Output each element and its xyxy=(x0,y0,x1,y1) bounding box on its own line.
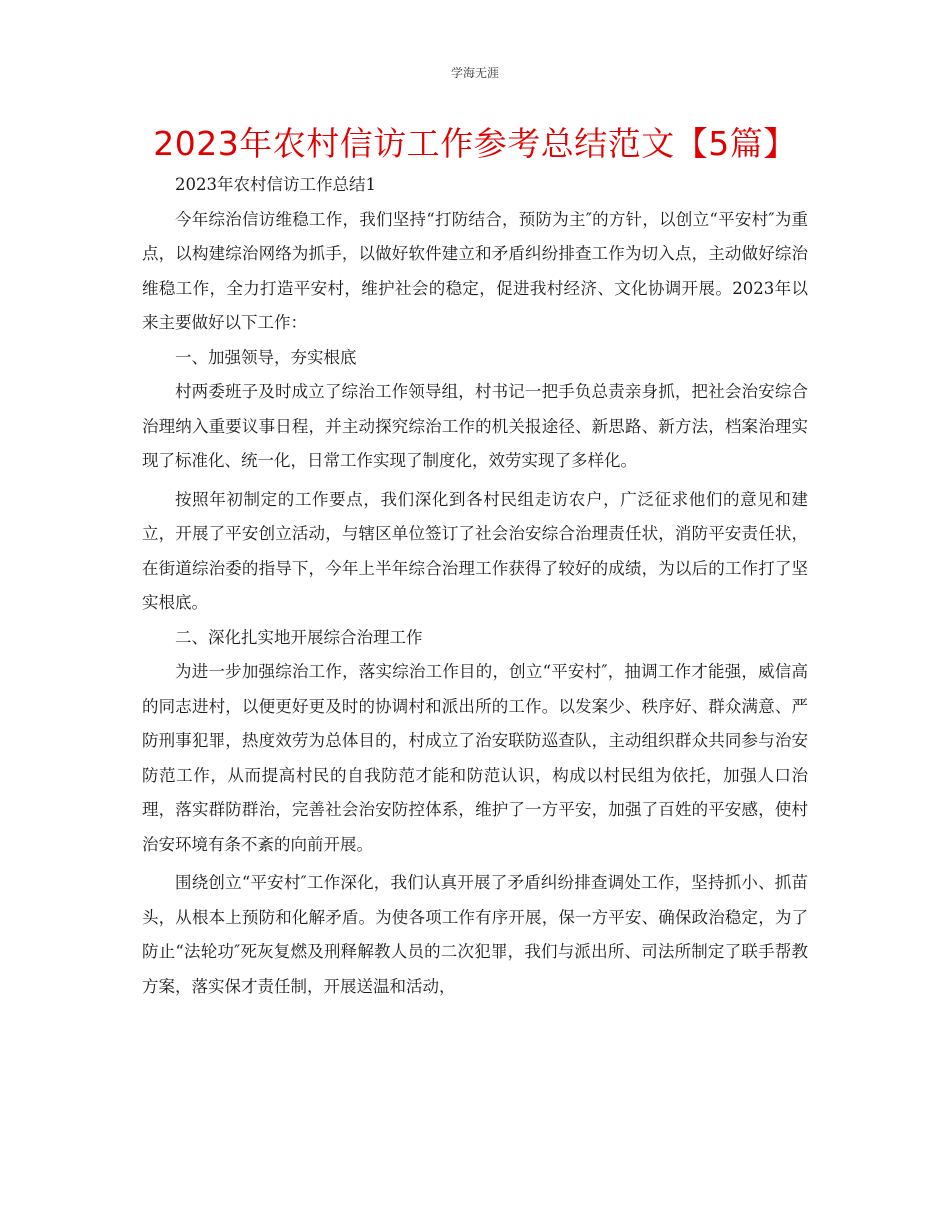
header-watermark: 学海无涯 xyxy=(450,66,499,80)
paragraph-leadership: 村两委班子及时成立了综治工作领导组，村书记一把手负总责亲身抓，把社会治安综合治理纳入重要议事日程，并主动探究综治工作的机关报途径、新思路、新方法，档案治理实现了标准化、统一化，日常工作实现了制度化，效劳实现了多样化。 xyxy=(142,382,808,470)
paragraph-intro: 今年综治信访维稳工作，我们坚持“打防结合，预防为主″的方针，以创立“平安村″为重点，以构建综治网络为抓手，以做好软件建立和矛盾纠纷排查工作为切入点，主动做好综治维稳工作，全力打造平安村，维护社会的稳定，促进我村经济、文化协调开展。2023年以来主要做好以下工作： xyxy=(142,209,808,332)
paragraph-work-plan: 按照年初制定的工作要点，我们深化到各村民组走访农户，广泛征求他们的意见和建立，开展了平安创立活动，与辖区单位签订了社会治安综合治理责任状，消防平安责任状，在街道综治委的指导下，今年上半年综合治理工作获得了较好的成绩，为以后的工作打了坚实根底。 xyxy=(142,489,808,612)
paragraph-comprehensive: 为进一步加强综治工作，落实综治工作目的，创立“平安村″，抽调工作才能强，威信高的同志进村，以便更好更及时的协调村和派出所的工作。以发案少、秩序好、群众满意、严防刑事犯罪，热度效劳为总体目的，村成立了治安联防巡查队，主动组织群众共同参与治安防范工作，从而提高村民的自我防范才能和防范认识，构成以村民组为依托，加强人口治理，落实群防群治，完善社会治安防控体系，维护了一方平安，加强了百姓的平安感，使村治安环境有条不紊的向前开展。 xyxy=(142,662,808,854)
document-body xyxy=(142,168,808,1004)
section-heading-2: 二、深化扎实地开展综合治理工作 xyxy=(175,627,423,647)
paragraph-disputes: 围绕创立“平安村″工作深化，我们认真开展了矛盾纠纷排查调处工作，坚持抓小、抓苗头，从根本上预防和化解矛盾。为使各项工作有序开展，保一方平安、确保政治稳定，为了防止“法轮功″死灰复燃及刑释解教人员的二次犯罪，我们与派出所、司法所制定了联手帮教方案，落实保才责任制，开展送温和活动， xyxy=(142,873,808,996)
document-title: 2023年农村信访工作参考总结范文【5篇】 xyxy=(153,124,797,163)
section-heading-1: 一、加强领导，夯实根底 xyxy=(175,347,357,367)
document-subtitle: 2023年农村信访工作总结1 xyxy=(175,175,376,194)
